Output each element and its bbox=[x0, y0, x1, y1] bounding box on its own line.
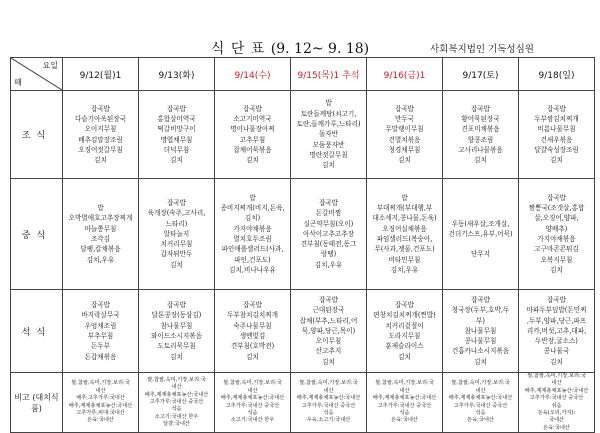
day-header: 9/12(월)1 bbox=[63, 58, 139, 91]
dinner-menu-item: 두부참치김치찌개 bbox=[227, 311, 278, 320]
breakfast-menu-item: 배추김말장조림 bbox=[78, 135, 123, 144]
lunch-menu-item: 잡곡밥 bbox=[318, 198, 339, 207]
breakfast-menu-item: 잡곡밥 bbox=[166, 104, 187, 113]
dinner-menu-item: 김치 bbox=[322, 357, 335, 366]
dinner-menu-item: 잡곡밥 bbox=[470, 295, 491, 304]
lunch-menu-item: 알타늘지 bbox=[163, 229, 190, 238]
organization-name: 사회복지법인 기독성심원 bbox=[430, 44, 534, 55]
dinner-menu-item: 김치 bbox=[170, 352, 183, 361]
dinner-cell-day-2 bbox=[139, 290, 215, 373]
breakfast-cell-day-2 bbox=[139, 91, 215, 179]
dinner-menu-item: 생멘빛김 bbox=[239, 332, 266, 340]
dinner-menu-item: 잡곡밥 bbox=[546, 295, 567, 304]
lunch-menu-item: 마늘쫑무침 bbox=[84, 224, 117, 233]
lunch-menu-item: 김치) bbox=[244, 214, 261, 223]
dinner-menu-item: 돈두부 bbox=[90, 342, 111, 351]
dinner-cell-day-6 bbox=[443, 290, 519, 373]
notes-menu-item: 배추,제제총채포농산:국내산 bbox=[296, 395, 361, 402]
notes-menu-item: 배추,제제총채포농산:국내산 bbox=[448, 395, 513, 402]
lunch-menu-item: 파임샐러드(복숭아, bbox=[376, 235, 433, 243]
lunch-menu-item: 김치,비나나우유 bbox=[229, 265, 276, 274]
breakfast-menu-item: 황어묵된장국 bbox=[461, 114, 500, 123]
lunch-menu-item: 종비지찌개(비지,돈육, bbox=[220, 204, 285, 213]
breakfast-menu-item: 비름나물무침 bbox=[537, 125, 576, 134]
breakfast-menu-item: 건멸치볶음 bbox=[388, 135, 421, 144]
breakfast-menu-item: 오이지무침 bbox=[84, 125, 117, 134]
notes-menu-item: 고추가루:국내산 중국산 bbox=[377, 402, 432, 409]
breakfast-cell-day-4 bbox=[291, 91, 367, 179]
dinner-menu-item: 잡곡밥 bbox=[394, 301, 415, 310]
dinner-menu-item: 오이무침 bbox=[315, 337, 342, 346]
day-header: 9/13(화) bbox=[139, 58, 215, 91]
lunch-menu-item: 파인애플샐러드(사과, bbox=[221, 245, 284, 254]
lunch-menu-item: 실곤약무침(오이) bbox=[303, 219, 354, 228]
notes-menu-item: 고추가루:국내산 중국산 bbox=[453, 402, 508, 409]
title-main: 식 단 표 bbox=[210, 41, 266, 57]
lunch-cell-day-5 bbox=[367, 179, 443, 290]
lunch-menu-item: 멸치호두조림 bbox=[233, 235, 272, 243]
notes-menu-item: 배추,제제총채포농산:국내산 bbox=[220, 395, 285, 402]
dinner-menu-item: 묵,양파,당근,목이) bbox=[301, 326, 356, 335]
lunch-menu-item: 우동(새우살,조개살, bbox=[451, 219, 510, 228]
dinner-cell-day-7 bbox=[519, 290, 595, 373]
notes-menu-item: 쌀,찹쌀,옥미,기장,보리:국 bbox=[299, 380, 358, 387]
notes-menu-item: 석음 bbox=[247, 410, 258, 417]
notes-menu-item: 쌀,찹쌀,옥미,기장,보리:국 bbox=[527, 373, 586, 379]
breakfast-menu-item: 잡곡밥 bbox=[242, 104, 263, 113]
notes-menu-item: 쌀,찹쌀,옥미,기장,보리:국 bbox=[223, 380, 282, 387]
dinner-cell-day-1 bbox=[63, 290, 139, 373]
notes-menu-item: 내산 bbox=[399, 387, 410, 394]
notes-menu-item: 배추,제제총채포농산:국내산 bbox=[372, 395, 437, 402]
breakfast-menu-item: 다슬기아욱된장국 bbox=[75, 114, 126, 123]
lunch-menu-item: 김치,우유 bbox=[390, 265, 419, 274]
notes-menu-item: 국내산 bbox=[548, 417, 565, 424]
corner-meal-label: 때 bbox=[14, 78, 22, 87]
lunch-cell-day-7 bbox=[519, 179, 595, 290]
notes-menu-item: 돈육:국내산 bbox=[87, 417, 114, 424]
corner-cell bbox=[11, 58, 63, 91]
notes-menu-item: 소고기:국내산 한우 bbox=[230, 417, 275, 424]
breakfast-menu-item: 김치 bbox=[550, 156, 563, 165]
breakfast-label: 조식 bbox=[11, 91, 63, 179]
dinner-menu-item: 건흡카나소시지볶음 bbox=[451, 347, 510, 356]
breakfast-menu-item: 고사리나물볶음 bbox=[458, 145, 503, 154]
dinner-menu-item: 훈제슬라이스 bbox=[385, 342, 424, 351]
notes-label: 비고 (대치식품) bbox=[11, 373, 63, 433]
breakfast-menu-item: 김치 bbox=[474, 156, 487, 165]
dinner-menu-item: 부) bbox=[476, 316, 485, 325]
dinner-menu-item: 참나물무침 bbox=[464, 326, 497, 335]
dinner-label: 석식 bbox=[11, 290, 63, 373]
dinner-menu-item: 김치 bbox=[398, 352, 411, 361]
notes-menu-item: 섞음 bbox=[551, 402, 562, 409]
dinner-menu-item: 마파두부덮밥(돈민찌 bbox=[526, 306, 587, 315]
lunch-menu-item: 짬뽕국(조갯살,홍합 bbox=[528, 204, 585, 213]
lunch-menu-item: 치커리무침 bbox=[160, 240, 193, 249]
lunch-menu-item: 돈갈비찜 bbox=[315, 209, 342, 218]
notes-menu-item: 석음 bbox=[323, 410, 334, 417]
breakfast-menu-item: 향콩조림 bbox=[467, 135, 494, 144]
lunch-menu-item: 김치,우유 bbox=[314, 260, 343, 269]
dinner-cell-day-5 bbox=[367, 290, 443, 373]
breakfast-menu-item: 밥 bbox=[325, 99, 332, 108]
dinner-menu-item: 청국장(두부,호박,두 bbox=[451, 306, 510, 315]
corner-day-label: 요일 bbox=[42, 61, 58, 70]
dinner-menu-item: 숙주나물무침 bbox=[233, 321, 272, 330]
dinner-menu-item: 바지락살무국 bbox=[81, 311, 120, 320]
notes-menu-item: 배추,제제총채포농산:국내산 bbox=[144, 391, 209, 398]
lunch-menu-item: 조각김 bbox=[90, 235, 111, 243]
lunch-menu-item: 랑땡) bbox=[320, 250, 337, 259]
notes-menu-item: 내산 bbox=[323, 387, 334, 394]
breakfast-menu-item: 명엽채무침 bbox=[160, 135, 193, 144]
lunch-menu-item: 밥 bbox=[97, 204, 104, 213]
lunch-menu-item: 밥 bbox=[249, 193, 256, 202]
breakfast-cell-day-1 bbox=[63, 91, 139, 179]
lunch-menu-item bbox=[443, 208, 518, 218]
lunch-menu-item: 잡곡밥 bbox=[166, 198, 187, 207]
lunch-cell-day-1 bbox=[63, 179, 139, 290]
notes-menu-item: 내산 bbox=[475, 387, 486, 394]
dinner-cell-day-3 bbox=[215, 290, 291, 373]
notes-menu-item: 내산 bbox=[171, 384, 182, 391]
dinner-menu-item: 부추무침 bbox=[87, 332, 114, 340]
breakfast-menu-item: 돌자반 bbox=[318, 130, 339, 139]
breakfast-menu-item: 더덕무침 bbox=[163, 145, 190, 154]
lunch-menu-item: 대소세지,콩나물,돈육) bbox=[372, 214, 437, 223]
dinner-menu-item: 돈갑채볶음 bbox=[84, 352, 117, 361]
breakfast-menu-item: 잡곡밥 bbox=[470, 104, 491, 113]
breakfast-menu-item: 모둠풍자반 bbox=[312, 140, 345, 149]
breakfast-menu-item: 김치 bbox=[398, 156, 411, 165]
lunch-menu-item: 김치,우유 bbox=[86, 255, 115, 264]
day-header: 9/16(금)1 bbox=[367, 58, 443, 91]
breakfast-menu-item: 명란젓갈무침 bbox=[309, 150, 348, 159]
lunch-menu-item: 살,오징어,양파, bbox=[534, 214, 579, 223]
dinner-menu-item: 산고추지 bbox=[315, 347, 342, 356]
breakfast-menu-item: 홍합살미역국 bbox=[157, 114, 196, 123]
notes-menu-item: 쌀,찹쌀,옥미,기장,보리:국 bbox=[147, 376, 206, 383]
header-row bbox=[11, 58, 595, 91]
lunch-menu-item: 육개장(숙주,고사리, bbox=[147, 209, 206, 218]
lunch-menu-item bbox=[443, 239, 518, 249]
lunch-menu-item: 잡곡밥 bbox=[546, 193, 567, 202]
lunch-menu-item: 밥 bbox=[401, 193, 408, 202]
dinner-menu-item: 달톤콩장(동삼김) bbox=[151, 311, 202, 320]
dinner-menu-item: 김치 bbox=[246, 352, 259, 361]
lunch-row bbox=[11, 179, 595, 290]
dinner-row bbox=[11, 290, 595, 373]
breakfast-menu-item: 견포미채볶음 bbox=[461, 125, 500, 134]
dinner-cell-day-4 bbox=[291, 290, 367, 373]
dinner-menu-item: 우엉채조림 bbox=[84, 321, 117, 330]
dinner-menu-item: 김치 bbox=[550, 357, 563, 366]
notes-menu-item: 고추가루:국내산 중국산 bbox=[301, 402, 356, 409]
breakfast-menu-item: 김치 bbox=[322, 161, 335, 170]
breakfast-menu-item: 토란들깨탕(쇠고기, bbox=[300, 109, 357, 118]
breakfast-menu-item: 소고기미역국 bbox=[233, 114, 272, 123]
dinner-menu-item: 도라지무침 bbox=[388, 332, 421, 340]
notes-menu-item: 우육,소고기:국내산 bbox=[306, 417, 351, 424]
breakfast-menu-item: 달걀숙성장조림 bbox=[534, 145, 579, 154]
notes-menu-item: 달걀:국내산 bbox=[163, 421, 190, 428]
lunch-cell-day-3 bbox=[215, 179, 291, 290]
notes-menu-item: 석음 bbox=[399, 410, 410, 417]
notes-menu-item: 쌀,찹쌀,옥미,기장,보리:국 bbox=[71, 380, 130, 387]
dinner-menu-item: 김치 bbox=[474, 357, 487, 366]
day-header: 9/15(목)1 추석 bbox=[291, 58, 367, 91]
breakfast-cell-day-6 bbox=[443, 91, 519, 179]
lunch-label: 중식 bbox=[11, 179, 63, 290]
breakfast-menu-item: 잡곡밥 bbox=[394, 104, 415, 113]
notes-menu-item: 돈육:국내산 bbox=[467, 417, 494, 424]
breakfast-menu-item: 무말랭이무침 bbox=[385, 125, 424, 134]
dinner-menu-item: 견부침(호박전) bbox=[230, 342, 275, 351]
notes-menu-item: 쌀,찹쌀,옥미,기장,보리:국 bbox=[375, 380, 434, 387]
dinner-menu-item: 콩나물무침 bbox=[464, 337, 497, 346]
lunch-menu-item: 가지야채볶음 bbox=[233, 224, 272, 233]
breakfast-menu-item: 고추무침 bbox=[239, 135, 266, 144]
dinner-menu-item: 와이드소시지볶음 bbox=[151, 332, 202, 340]
notes-menu-item: 돈육:국내산 bbox=[391, 417, 418, 424]
lunch-menu-item: 건더기스프,유부,어묵) bbox=[448, 229, 513, 238]
day-header: 9/17(토) bbox=[443, 58, 519, 91]
lunch-menu-item: 아삭이고추고추장 bbox=[303, 229, 354, 238]
breakfast-menu-item: 두부쌈김치찌개 bbox=[534, 114, 579, 123]
notes-menu-item: 배추,고추가루:국내산 bbox=[76, 395, 125, 402]
lunch-menu-item: 오박멸애호고추장찌개 bbox=[68, 214, 133, 223]
dinner-menu-item: 콩나물국 bbox=[543, 347, 570, 356]
lunch-menu-item: 견부침(동태전,동그 bbox=[300, 240, 357, 249]
breakfast-menu-item: 잡채어묵볶음 bbox=[233, 145, 272, 154]
breakfast-menu-item: 잡곡밥 bbox=[90, 104, 111, 113]
lunch-cell-day-4 bbox=[291, 179, 367, 290]
dinner-menu-item: 치커리겉절이 bbox=[385, 321, 424, 330]
notes-menu-item: 배추,제제총채포농산:국내산 bbox=[68, 402, 133, 409]
breakfast-menu-item: 토란,들깨가루,느타리) bbox=[296, 120, 361, 129]
lunch-menu-item: 무(사과,젯물,건포도) bbox=[374, 245, 435, 254]
lunch-cell-day-6 bbox=[443, 179, 519, 290]
lunch-menu-item: 김치 bbox=[170, 260, 183, 269]
notes-menu-item: 배추,제제총채포농산:국내산 bbox=[524, 387, 589, 394]
lunch-menu-item: 파인,건포도) bbox=[234, 255, 271, 264]
lunch-menu-item: 느타리) bbox=[165, 219, 188, 228]
dinner-menu-item: 잡곡밥 bbox=[166, 301, 187, 310]
breakfast-menu-item: 청경채무침 bbox=[388, 145, 421, 154]
notes-menu-item: 석음 bbox=[171, 406, 182, 413]
lunch-cell-day-2 bbox=[139, 179, 215, 290]
notes-menu-item: 고추가루:국내산 중국산 bbox=[529, 395, 584, 402]
page-title bbox=[140, 38, 440, 58]
lunch-menu-item: 오복지무침 bbox=[540, 255, 573, 264]
breakfast-menu-item: 명이나물장아찌 bbox=[230, 125, 275, 134]
breakfast-row bbox=[11, 91, 595, 179]
lunch-menu-item: 고구마콘콘튀김 bbox=[534, 245, 579, 254]
day-header: 9/18(일) bbox=[519, 58, 595, 91]
notes-menu-item: 내산 bbox=[247, 387, 258, 394]
lunch-menu-item: 달팽,칼채볶음 bbox=[80, 245, 121, 254]
breakfast-menu-item: 김치 bbox=[170, 156, 183, 165]
breakfast-menu-item: 떡갈비망구이 bbox=[157, 125, 196, 134]
dinner-menu-item: ,두부,양파,당근,파프 bbox=[526, 316, 587, 325]
breakfast-menu-item: 김치 bbox=[246, 156, 259, 165]
notes-menu-item: 돈육:국내산 bbox=[543, 424, 570, 431]
title-dates: (9. 12~ 9. 18) bbox=[270, 41, 370, 57]
dinner-menu-item: 잡곡밥 bbox=[242, 301, 263, 310]
day-header: 9/14(수) bbox=[215, 58, 291, 91]
breakfast-cell-day-3 bbox=[215, 91, 291, 179]
dinner-menu-item: 도토리묵무침 bbox=[157, 342, 196, 351]
lunch-menu-item: 갑자튀만두 bbox=[160, 250, 193, 259]
notes-menu-item: 석음 bbox=[475, 410, 486, 417]
lunch-menu-item: 김치 bbox=[550, 265, 563, 274]
lunch-menu-item: 가지야채볶음 bbox=[537, 235, 576, 243]
dinner-menu-item: 잡곡밥 bbox=[90, 301, 111, 310]
dinner-menu-item: 근대된장국 bbox=[312, 306, 345, 315]
lunch-menu-item: 오징어실채볶음 bbox=[382, 224, 427, 233]
breakfast-cell-day-7 bbox=[519, 91, 595, 179]
notes-menu-item: 쌀,찹쌀,옥미,기장,보리:국 bbox=[451, 380, 510, 387]
notes-menu-item: 내산 bbox=[95, 387, 106, 394]
breakfast-cell-day-5 bbox=[367, 91, 443, 179]
lunch-menu-item: 비타민무침 bbox=[388, 255, 421, 264]
dinner-menu-item: 잡곡밥 bbox=[318, 295, 339, 304]
dinner-menu-item: 두반장,굴소스) bbox=[535, 337, 578, 346]
dinner-menu-item: 잡채(부추,느타리,어 bbox=[299, 316, 358, 325]
lunch-menu-item: 양배추) bbox=[545, 224, 568, 233]
lunch-menu-item: 부대찌개(부대햄,부 bbox=[376, 204, 433, 213]
dinner-menu-item: 편창치김치찌개(쩐밥) bbox=[373, 311, 436, 320]
breakfast-menu-item: 오징어젓갈무침 bbox=[78, 145, 123, 154]
menu-table bbox=[10, 57, 595, 433]
breakfast-menu-item: 김치 bbox=[94, 156, 107, 165]
breakfast-menu-item: 건새우볶음 bbox=[540, 135, 573, 144]
notes-menu-item: 고추가루:국내산 중국산 bbox=[149, 398, 204, 405]
notes-menu-item: 고추가루,피대:국내산 bbox=[76, 410, 125, 417]
notes-menu-item: 소고기:국내산 한우 bbox=[154, 413, 199, 420]
lunch-menu-item: 단무지 bbox=[470, 250, 491, 259]
notes-menu-item: 내산 bbox=[551, 380, 562, 387]
breakfast-menu-item: 잡곡밥 bbox=[546, 104, 567, 113]
dinner-menu-item: 참나물무침 bbox=[160, 321, 193, 330]
dinner-menu-item: 리카,버섯,고추,대파, bbox=[526, 326, 587, 335]
notes-menu-item: 고추가루:국내산 중국산 bbox=[225, 402, 280, 409]
notes-menu-item: 돈육(오리,가지): bbox=[537, 410, 576, 417]
breakfast-menu-item: 만두국 bbox=[394, 114, 415, 123]
